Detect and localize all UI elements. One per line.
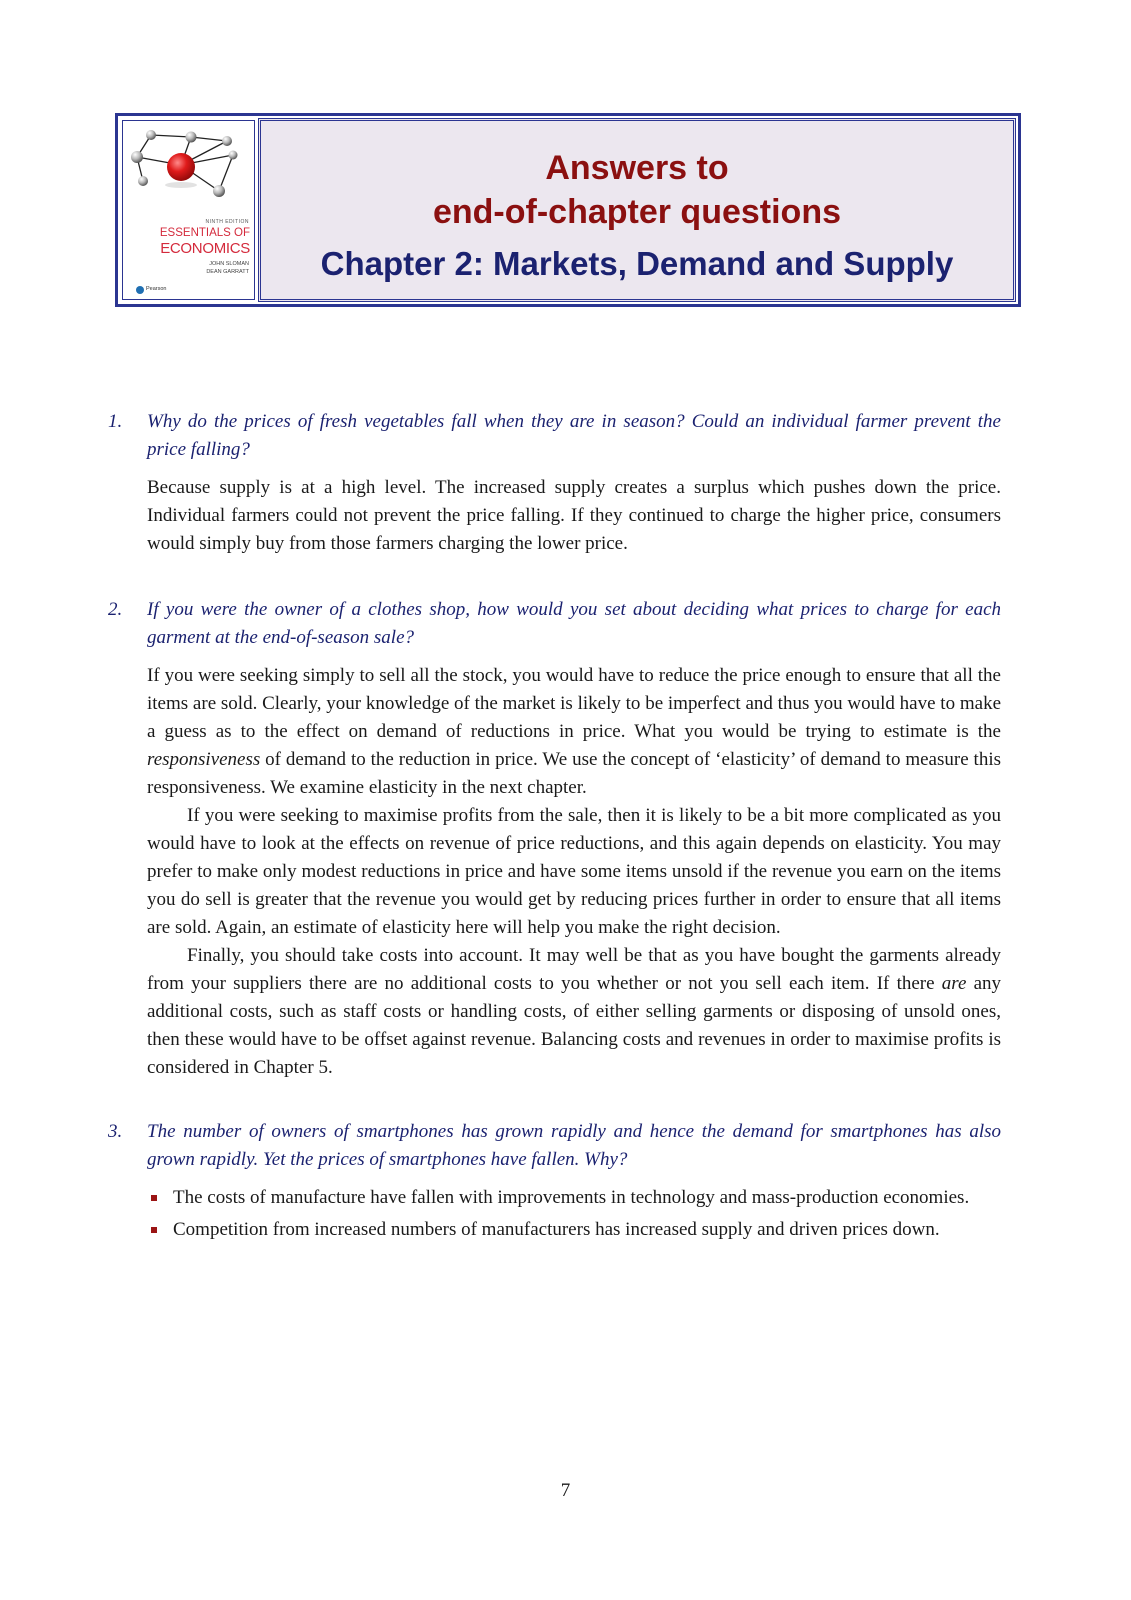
emphasis-text: responsiveness [147,749,261,770]
cover-title-line1: ESSENTIALS OF [159,227,250,239]
square-bullet-icon [151,1195,157,1201]
book-cover [122,120,255,300]
question-1 [108,408,1001,558]
bullet-item: The costs of manufacture have fallen with improvements in technology and mass-production economies. [147,1184,1001,1212]
answer-paragraph: If you were seeking to maximise profits from the sale, then it is likely to be a bit more complicated as you would have to look at the effects on revenue of price reductions, and this again depends on elasticity. You may prefer to make only modest reductions in price and have some items unsold if the revenue you earn on the items you do sell is greater that the revenue you would get by reducing prices further in order to ensure that all items are sold. Again, an estimate of elasticity here will help you make the right decision. [147,805,1001,938]
page-number: 7 [560,1480,571,1501]
cover-author-1: JOHN SLOMAN [209,261,249,267]
cover-author-2: DEAN GARRATT [206,269,249,275]
answer-bullet-list [147,1184,1001,1244]
cover-title-line2: ECONOMICS [160,240,250,257]
question-text: If you were the owner of a clothes shop, how would you set about deciding what prices to charge for each garment at the end-of-season sale? [147,599,1001,648]
question-2 [108,596,1001,1082]
question-number: 1. [108,411,123,432]
question-number: 2. [108,599,123,620]
bullet-item: Competition from increased numbers of manufacturers has increased supply and driven prices down. [147,1216,1001,1244]
header-title-line2: end-of-chapter questions [432,193,842,231]
questions-list [108,408,1001,1248]
question-number: 3. [108,1121,123,1142]
publisher-logo-icon [136,286,144,294]
question-3 [108,1118,1001,1244]
emphasis-text: are [941,973,967,994]
cover-publisher: Pearson [146,286,167,292]
question-text: The number of owners of smartphones has grown rapidly and hence the demand for smartphones has also grown rapidly. Yet the prices of smartphones have fallen. Why? [147,1121,1001,1170]
answer-paragraph: If you were seeking simply to sell all the stock, you would have to reduce the price enough to ensure that all the items are sold. Clearly, your knowledge of the market is likely to be imperfect and thus you would have to make a guess as to the effect on demand of reductions in price. What you would be trying to estimate is the responsiveness of demand to the reduction in price. We use the concept of ‘elasticity’ of demand to measure this responsiveness. We examine elasticity in the next chapter. [147,665,1001,798]
header-title-line1: Answers to [545,149,729,187]
cover-edition: NINTH EDITION [205,219,249,225]
title-box [258,118,1016,302]
answer-paragraph: Finally, you should take costs into account. It may well be that as you have bought the garments already from your suppliers there are no additional costs to you whether or not you sell each item. If there are any additional costs, such as staff costs or handling costs, of either selling garments or disposing of unsold ones, then these would have to be offset against revenue. Balancing costs and revenues in order to maximise profits is considered in Chapter 5. [147,945,1002,1078]
question-text: Why do the prices of fresh vegetables fall when they are in season? Could an individual farmer prevent the price falling? [147,411,1001,460]
answer-paragraph: Because supply is at a high level. The increased supply creates a surplus which pushes down the price. Individual farmers could not prevent the price falling. If they continued to charge the higher price, consumers would simply buy from those farmers charging the lower price. [147,477,1001,554]
square-bullet-icon [151,1227,157,1233]
chapter-header [115,113,1021,307]
chapter-title: Chapter 2: Markets, Demand and Supply [320,245,954,282]
